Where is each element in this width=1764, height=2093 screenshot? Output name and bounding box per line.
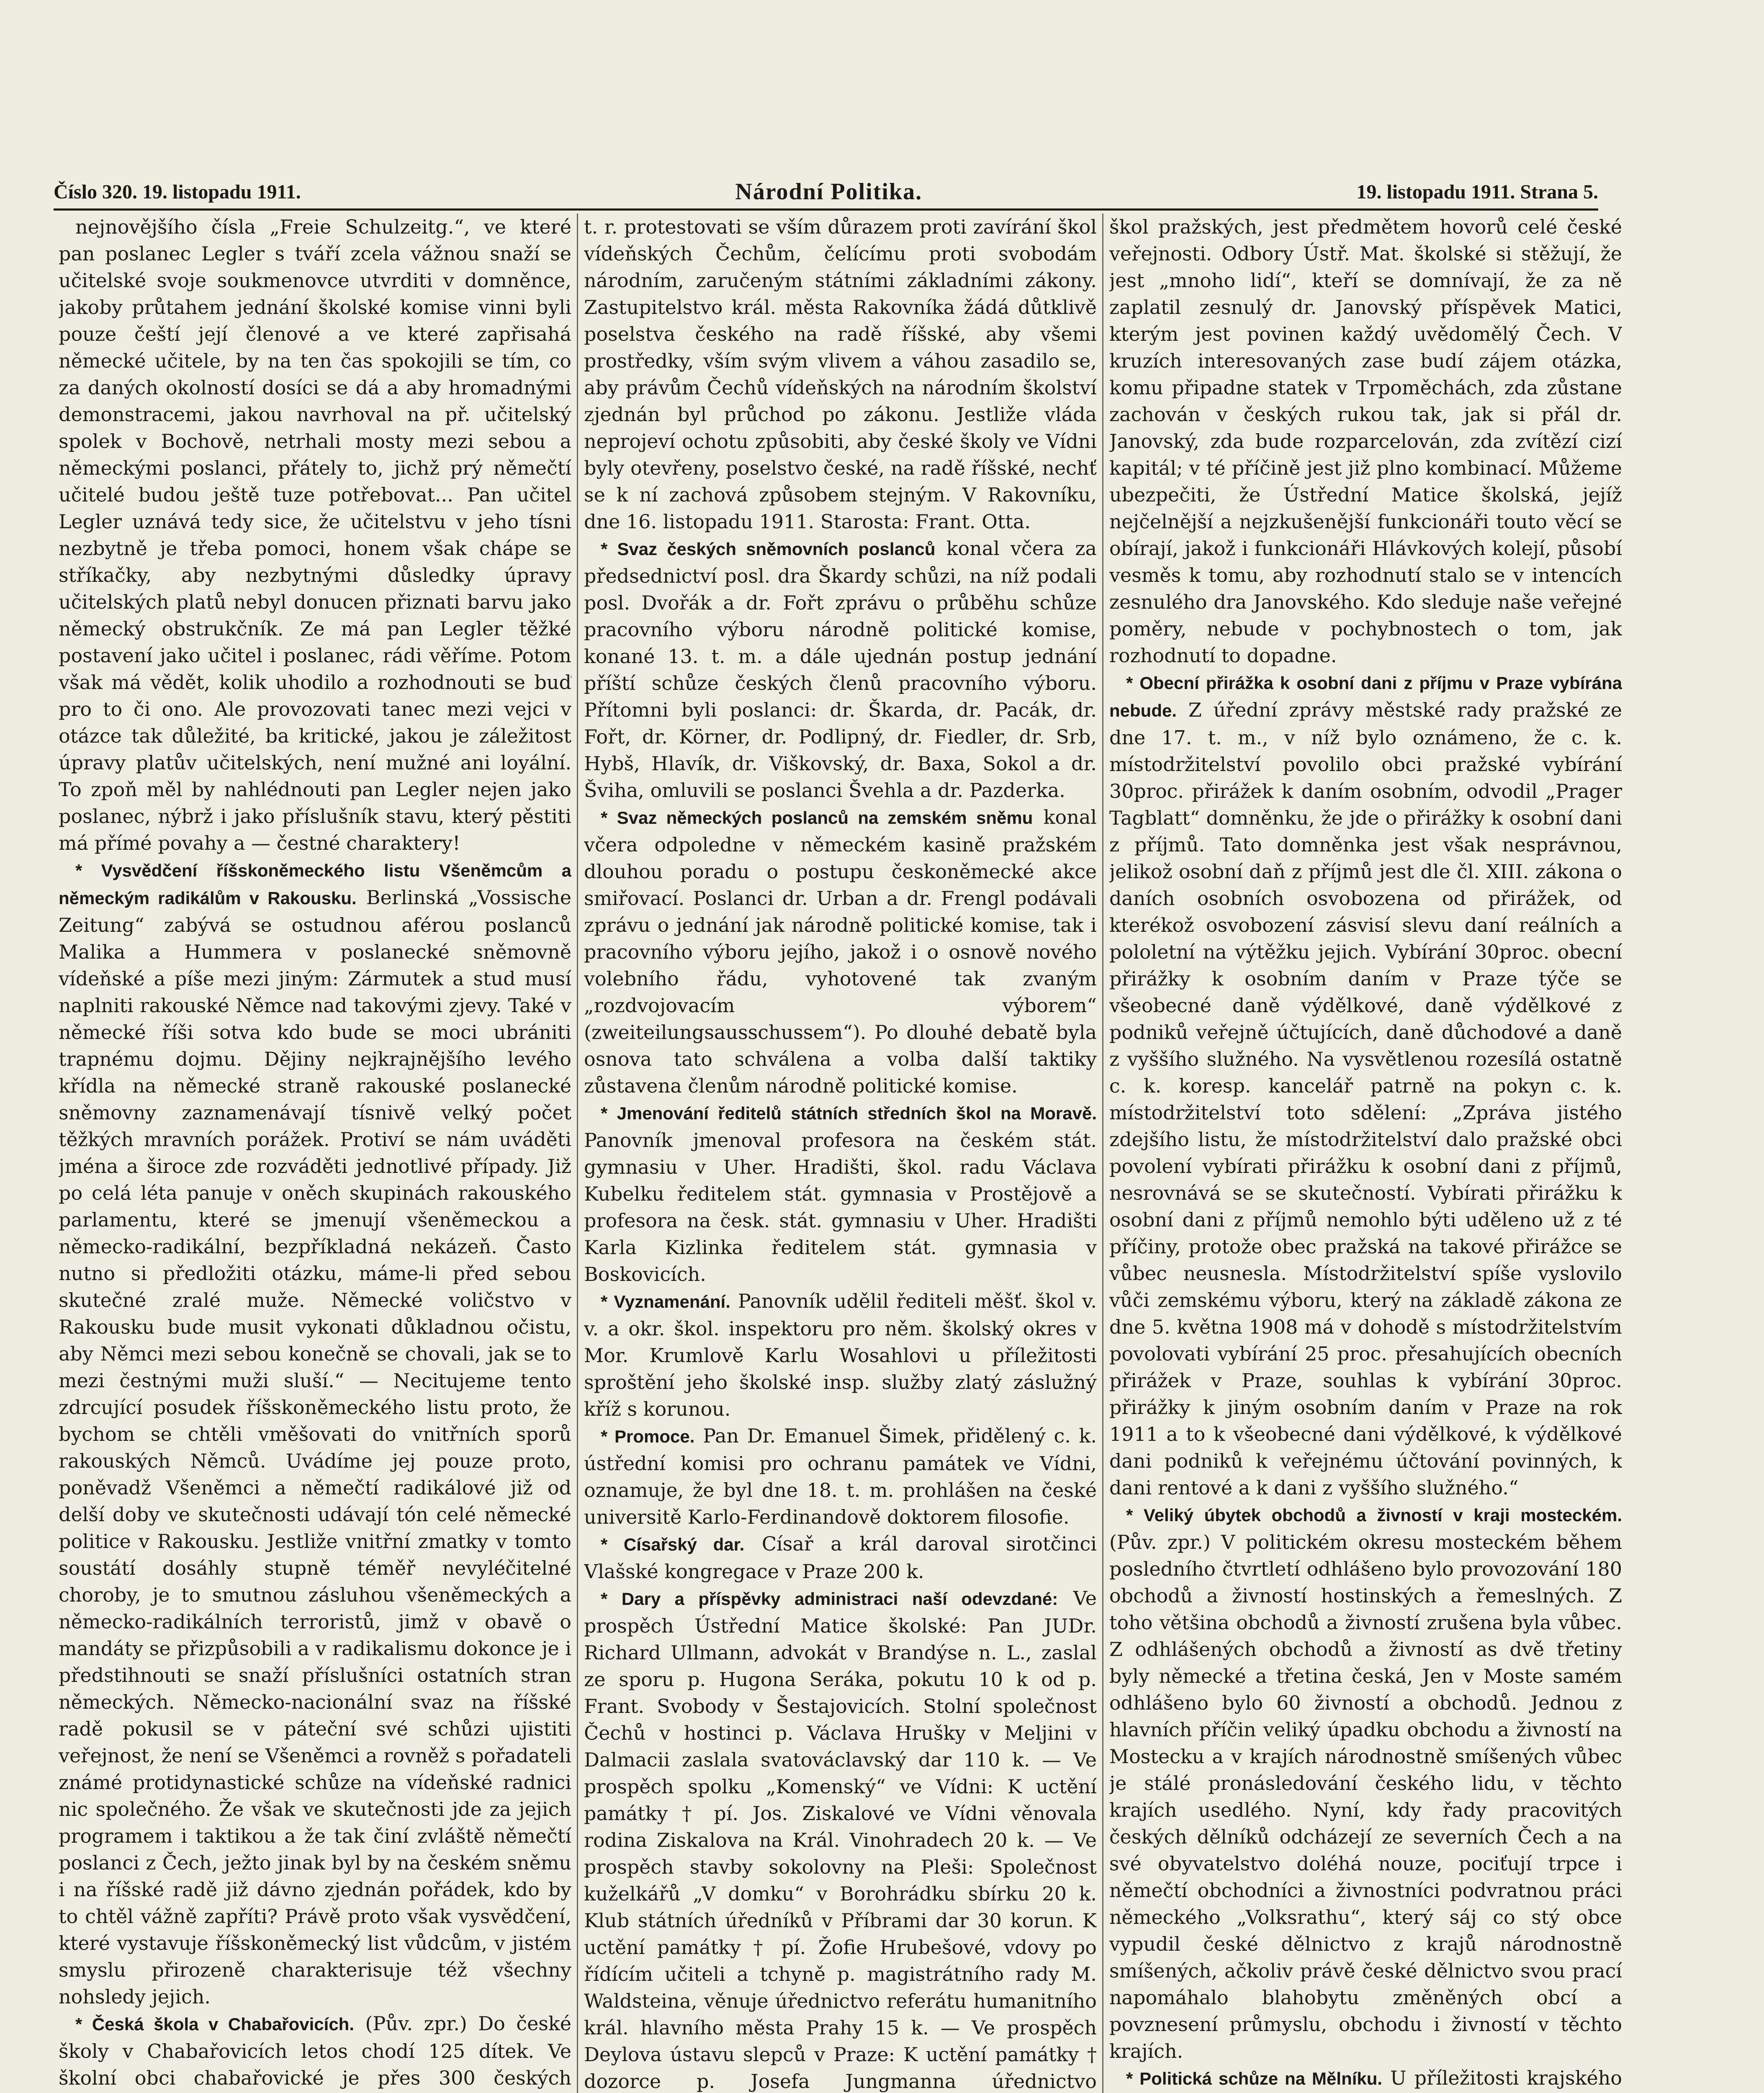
article-paragraph [584, 535, 1097, 804]
article-heading: * Vyznamenání. [601, 1292, 730, 1311]
masthead-title: Národní Politika. [735, 179, 923, 205]
article-paragraph [584, 804, 1097, 1099]
article-text: Pan Dr. Emanuel Šimek, přidělený c. k. ústřední komisi pro ochranu památek ve Vídni, oznamuje, že byl dne 18. t. m. prohlášen na české universitě Karlo-Ferdinandově doktorem filosofie. [584, 1424, 1097, 1528]
article-paragraph [1109, 213, 1622, 669]
column-1 [59, 213, 571, 2093]
article-text: t. r. protestovati se vším důrazem proti zavírání škol vídeňských Čechům, čelícímu proti svobodám národním, zaručeným státními základními zákony. Zastupitelstvo král. města Rakovníka žádá důtklivě poselstva českého na radě říšské, aby všemi prostředky, vším svým vlivem a váhou zasadilo se, aby právům Čechů vídeňských na národním školství zjednán byl průchod po zákonu. Jestliže vláda neprojeví ochotu způsobiti, aby české školy ve Vídni byly otevřeny, poselstvo české, na radě říšské, nechť se k ní zachová způsobem stejným. V Rakovníku, dne 16. listopadu 1911. Starosta: Frant. Otta. [584, 216, 1097, 533]
article-heading: * Veliký úbytek obchodů a živností v kraji mosteckém. [1126, 1505, 1622, 1525]
article-text: Panovník udělil řediteli měšť. škol v. v. a okr. škol. inspektoru pro něm. školský okres v Mor. Krumlově Karlu Wosahlovi u příležitosti sproštění jeho školské insp. služby zlatý záslužný kříž s korunou. [584, 1290, 1097, 1420]
issue-info-right: 19. listopadu 1911. Strana 5. [1356, 180, 1598, 203]
article-text: (Pův. zpr.) Do české školy v Chabařovicích letos chodí 125 dítek. Ve školní obci chabařovické je přes 300 českých [59, 2012, 571, 2089]
article-heading: * Svaz německých poslanců na zemském sněmu [601, 808, 1033, 828]
article-heading: * Obecní přirážka k osobní dani z příjmu v Praze vybírána nebude. [1109, 673, 1622, 720]
article-text: Panovník jmenoval profesora na českém stát. gymnasiu v Uher. Hradišti, škol. radu Václava Kubelku ředitelem stát. gymnasia v Prostějově a profesora na česk. stát. gymnasiu v Uher. Hradišti Karla Kizlinka ředitelem stát. gymnasia v Boskovicích. [584, 1129, 1097, 1286]
article-paragraph [59, 856, 571, 2010]
article-paragraph [584, 1288, 1097, 1422]
article-paragraph [584, 1422, 1097, 1530]
article-text: (Pův. zpr.) V politickém okresu mosteckém během posledního čtvrtletí odhlášeno bylo provozování 180 obchodů a živností hostinských a řemeslných. Z toho většina obchodů a živností zrušena byla vůbec. Z odhlášených obchodů a živností as dvě třetiny byly německé a třetina česká, Jen v Moste samém odhlášeno bylo 60 živností a obchodů. Jednou z hlavních příčin veliký úpadku obchodu a živností na Mostecku a v krajích národnostně smíšených vůbec je stálé pronásledování českého lidu, v těchto krajích usedlého. Nyní, kdy řady pracovitých českých dělníků odcházejí ze severních Čech a na své obyvatelstvo doléhá nouze, pociťují trpce i němečtí obchodníci a živnostníci podvratnou práci německého „Volksrathu“, který sáj co stý obce vypudil české dělnictvo z krajů národnostně smíšených, ačkoliv právě české dělnictvo svou prací napomáhalo blahobytu změněných obcí a povznesení průmyslu, obchodu i živností v těchto krajích. [1109, 1531, 1622, 2062]
column-3 [1109, 213, 1622, 2093]
article-heading: * Vysvědčení říšskoněmeckého listu Všeněmcům a německým radikálům v Rakousku. [59, 861, 571, 908]
issue-info-left: Číslo 320. 19. listopadu 1911. [54, 180, 301, 203]
article-heading: * Svaz českých sněmovních poslanců [601, 539, 936, 559]
header-rule [54, 208, 1598, 211]
column-divider [577, 213, 578, 2093]
article-heading: * Dary a příspěvky administraci naší odevzdané: [601, 1589, 1058, 1609]
article-text: Berlinská „Vossische Zeitung“ zabývá se ostudnou aférou poslanců Malika a Hummera v poslanecké sněmovně vídeňské a píše mezi jiným: Zármutek a stud musí naplniti rakouské Němce nad takovými zjevy. Také v německé říši sotva kdo bude se moci ubrániti trapnému dojmu. Dějiny nejkrajnějšího levého křídla na německé straně rakouské poslanecké sněmovny zaznamenávají tísnivě velký počet těžkých mravních porážek. Protiví se nám uváděti jména a široce zde rozváděti jednotlivé případy. Již po celá léta panuje v oněch skupinách rakouského parlamentu, které se jmenují všeněmeckou a německo-radikální, bezpříkladná nekázeň. Často nutno si předložiti otázku, máme-li před sebou skutečné zralé muže. Německé voličstvo v Rakousku bude musit vykonati důkladnou očistu, aby Němci mezi sebou konečně se chovali, jak se to mezi čestnými muži sluší.“ — Necitujeme tento zdrcující posudek říšskoněmeckého listu proto, že bychom se chtěli vměšovati do vnitřních sporů rakouských Němců. Uvádíme jej pouze proto, poněvadž Všeněmci a němečtí radikálové již od delší doby ve skutečnosti udávají tón celé německé politice v Rakousku. Jestliže vnitřní zmatky v tomto soustátí dosáhly stupně téměř nevyléčitelné choroby, je to smutnou zásluhou všeněmeckých a německo-radikálních terroristů, jimž v obavě o mandáty se přizpůsobili a v radikalismu dokonce je i předstihnouti se snaží příslušníci ostatních stran německých. Německo-nacionální svaz na říšské radě pokusil se v páteční své schůzi ujistiti veřejnost, že není se Všeněmci a rovněž s pořadateli známé protidynastické schůze na vídeňské radnici nic společného. Že však ve skutečnosti jde za jejich programem i taktikou a že tak činí zvláště němečtí poslanci z Čech, ježto jinak byl by na českém sněmu i na říšské radě již dávno zjednán pořádek, kdo by to chtěl vážně zapříti? Právě proto však vysvědčení, které vystavuje říšskoněmecký list vůdcům, v jistém smyslu přirozeně charakterisuje též všechny nohsledy jejich. [59, 886, 571, 2008]
article-text: U příležitosti krajského [1390, 2067, 1622, 2089]
article-text: konal včera odpoledne v německém kasině pražském dlouhou poradu o postupu českoněmecké akce smiřovací. Poslanci dr. Urban a dr. Frengl podávali zprávu o jednání jak národně politické komise, tak i pracovního výboru jejího, jakož i o osnově nového volebního řádu, vyhotovené tak zvaným „rozdvojovacím výborem“ (zweiteilungsausschussem“). Po dlouhé debatě byla osnova tato schválena a volba další taktiky zůstavena členům národně politické komise. [584, 806, 1097, 1097]
article-paragraph [1109, 2065, 1622, 2093]
article-paragraph [584, 1099, 1097, 1288]
article-paragraph [59, 213, 571, 856]
article-text: Císař a král daroval sirotčinci Vlašské kongregace v Praze 200 k. [584, 1532, 1097, 1583]
article-text: škol pražských, jest předmětem hovorů celé české veřejnosti. Odbory Ústř. Mat. školské si stěžují, že jest „mnoho lidí“, kteří se domnívají, že za ně zaplatil zesnulý dr. Janovský příspěvek Matici, kterým jest povinen každý uvědomělý Čech. V kruzích interesovaných zase budí zájem otázka, komu připadne statek v Trpoměchách, zda zůstane zachován v českých rukou tak, jak si přál dr. Janovský, zda bude rozparcelován, zda zvítězí cizí kapitál; v té příčině jest již plno kombinací. Můžeme ubezpečiti, že Ústřední Matice školská, jejíž nejčelnější a nejzkušenější funkcionáři touto věcí se obírají, jakož i funkcionáři Hlávkových kolejí, působí vesměs k tomu, aby rozhodnutí stalo se v intencích zesnulého dra Janovského. Kdo sleduje naše veřejné poměry, nebude v pochybnostech o tom, jak rozhodnutí to dopadne. [1109, 216, 1622, 667]
article-paragraph [584, 213, 1097, 535]
article-paragraph [1109, 669, 1622, 1501]
article-text: nejnovějšího čísla „Freie Schulzeitg.“, ve které pan poslanec Legler s tváří zcela vážnou snaží se učitelské svoje soukmenovce utvrditi v domněnce, jakoby průtahem jednání školské komise vinni byli pouze čeští její členové a ve které zapřisahá německé učitele, by na ten čas spokojili se tím, co za daných okolností dosíci se dá a aby hromadnými demonstracemi, jakou navrhoval na př. učitelský spolek v Bochově, netrhali mosty mezi sebou a německými poslanci, přátely to, jichž prý němečtí učitelé budou ještě tuze potřebovat... Pan učitel Legler uznává tedy sice, že učitelstvu v jeho tísni nezbytně je třeba pomoci, honem však chápe se stříkačky, aby nezbytnými důsledky úpravy učitelských platů nebyl donucen přiznati barvu jako německý obstrukčník. Ze má pan Legler těžké postavení jako učitel i poslanec, rádi věříme. Potom však má vědět, kolik uhodilo a rozhodnouti se buď pro to či ono. Ale provozovati tanec mezi vejci v otázce tak důležité, ba kritické, jakou je záležitost úpravy platův učitelských, není mužné ani loyální. To zpoň měl by nahlédnouti pan Legler nejen jako poslanec, nýbrž i jako příslušník stavu, který pěstiti má přímé povahy a — čestné charaktery! [59, 216, 571, 854]
article-text: konal včera za předsednictví posl. dra Škardy schůzi, na níž podali posl. Dvořák a dr. Fořt zprávu o průběhu schůze pracovního výboru národně politické komise, konané 13. t. m. a dále ujednán postup jednání příští schůze českých členů pracovního výboru. Přítomni byli poslanci: dr. Škarda, dr. Pacák, dr. Fořt, dr. Körner, dr. Podlipný, dr. Fiedler, dr. Srb, Hybš, Hlavík, dr. Viškovský, dr. Baxa, Sokol a dr. Šviha, omluvili se poslanci Švehla a dr. Pazderka. [584, 537, 1097, 802]
article-paragraph [584, 1530, 1097, 1585]
column-2 [584, 213, 1097, 2093]
article-heading: * Promoce. [601, 1427, 695, 1446]
article-text: Z úřední zprávy městské rady pražské ze dne 17. t. m., v níž bylo oznámeno, že c. k. místodržitelství povolilo obci pražské vybírání 30proc. přirážek k daním osobním, odvodil „Prager Tagblatt“ domněnku, že jde o přirážky k osobní dani z příjmů. Tato domněnka jest však nesprávnou, jelikož osobní daň z příjmů jest dle čl. XIII. zákona o daních osobních osvobozena od přirážek, od kterékož osvobození zásvisí slevu daní reálních a pololetní na výtěžku jejich. Vybírání 30proc. obecní přirážky k osobním daním v Praze týče se všeobecné daně výdělkové, daně výdělkové z podniků veřejně účtujících, daně důchodové a daně z vyššího služného. Na vysvětlenou rozesílá ostatně c. k. koresp. kancelář patrně na pokyn c. k. místodržitelství toto sdělení: „Zpráva jistého zdejšího listu, že místodržitelství dalo pražské obci povolení vybírati přirážku k osobní dani z příjmů, nesrovnává se se skutečností. Vybírati přirážku k osobní dani z příjmů nemohlo býti uděleno už z té příčiny, protože obec pražská na takové přirážce se vůbec neusnesla. Místodržitelství spíše vyslovilo vůči zemskému výboru, který na základě zákona ze dne 5. května 1908 má v dohodě s místodržitelstvím povolovati vybírání 25 proc. přesahujících obecních přirážek v Praze, souhlas k vybírání 30proc. přirážky k jiným osobním daním v Praze na rok 1911 a to k všeobecné dani výdělkové, k výdělkové dani podniků k veřejnému účtování povinných, k dani rentové a k dani z vyššího služného.“ [1109, 699, 1622, 1499]
article-heading: * Císařský dar. [601, 1535, 745, 1554]
page-header [54, 179, 1598, 204]
article-paragraph [1109, 1501, 1622, 2065]
article-heading: * Jmenování ředitelů státních středních škol na Moravě. [601, 1103, 1097, 1123]
article-heading: * Česká škola v Chabařovicích. [75, 2014, 355, 2034]
article-paragraph [584, 1585, 1097, 2093]
article-paragraph [59, 2010, 571, 2093]
column-divider [1102, 213, 1103, 2093]
article-text: Ve prospěch Ústřední Matice školské: Pan JUDr. Richard Ullmann, advokát v Brandýse n. L., zaslal ze sporu p. Hugona Seráka, pokutu 10 k od p. Frant. Svobody v Šestajovicích. Stolní společnost Čechů v hostinci p. Václava Hrušky v Meljini v Dalmacii zaslala svatováclavský dar 110 k. — Ve prospěch spolku „Komenský“ ve Vídni: K uctění památky † pí. Jos. Ziskalové ve Vídni věnovala rodina Ziskalova na Král. Vinohradech 20 k. — Ve prospěch stavby sokolovny na Pleši: Společnost kuželkářů „V domku“ v Borohrádku sbírku 20 k. Klub státních úředníků v Příbrami dar 30 korun. K uctění památky † pí. Žofie Hrubešové, vdovy po řídícím učiteli a tchyně p. magistrátního rady M. Waldsteina, věnuje úřednictvo referátu humanitního král. hlavního města Prahy 15 k. — Ve prospěch Deylova ústavu slepců v Praze: K uctění památky † dozorce p. Josefa Jungmanna úřednictvo [584, 1587, 1097, 2093]
article-heading: * Politická schůze na Mělníku. [1126, 2069, 1383, 2088]
